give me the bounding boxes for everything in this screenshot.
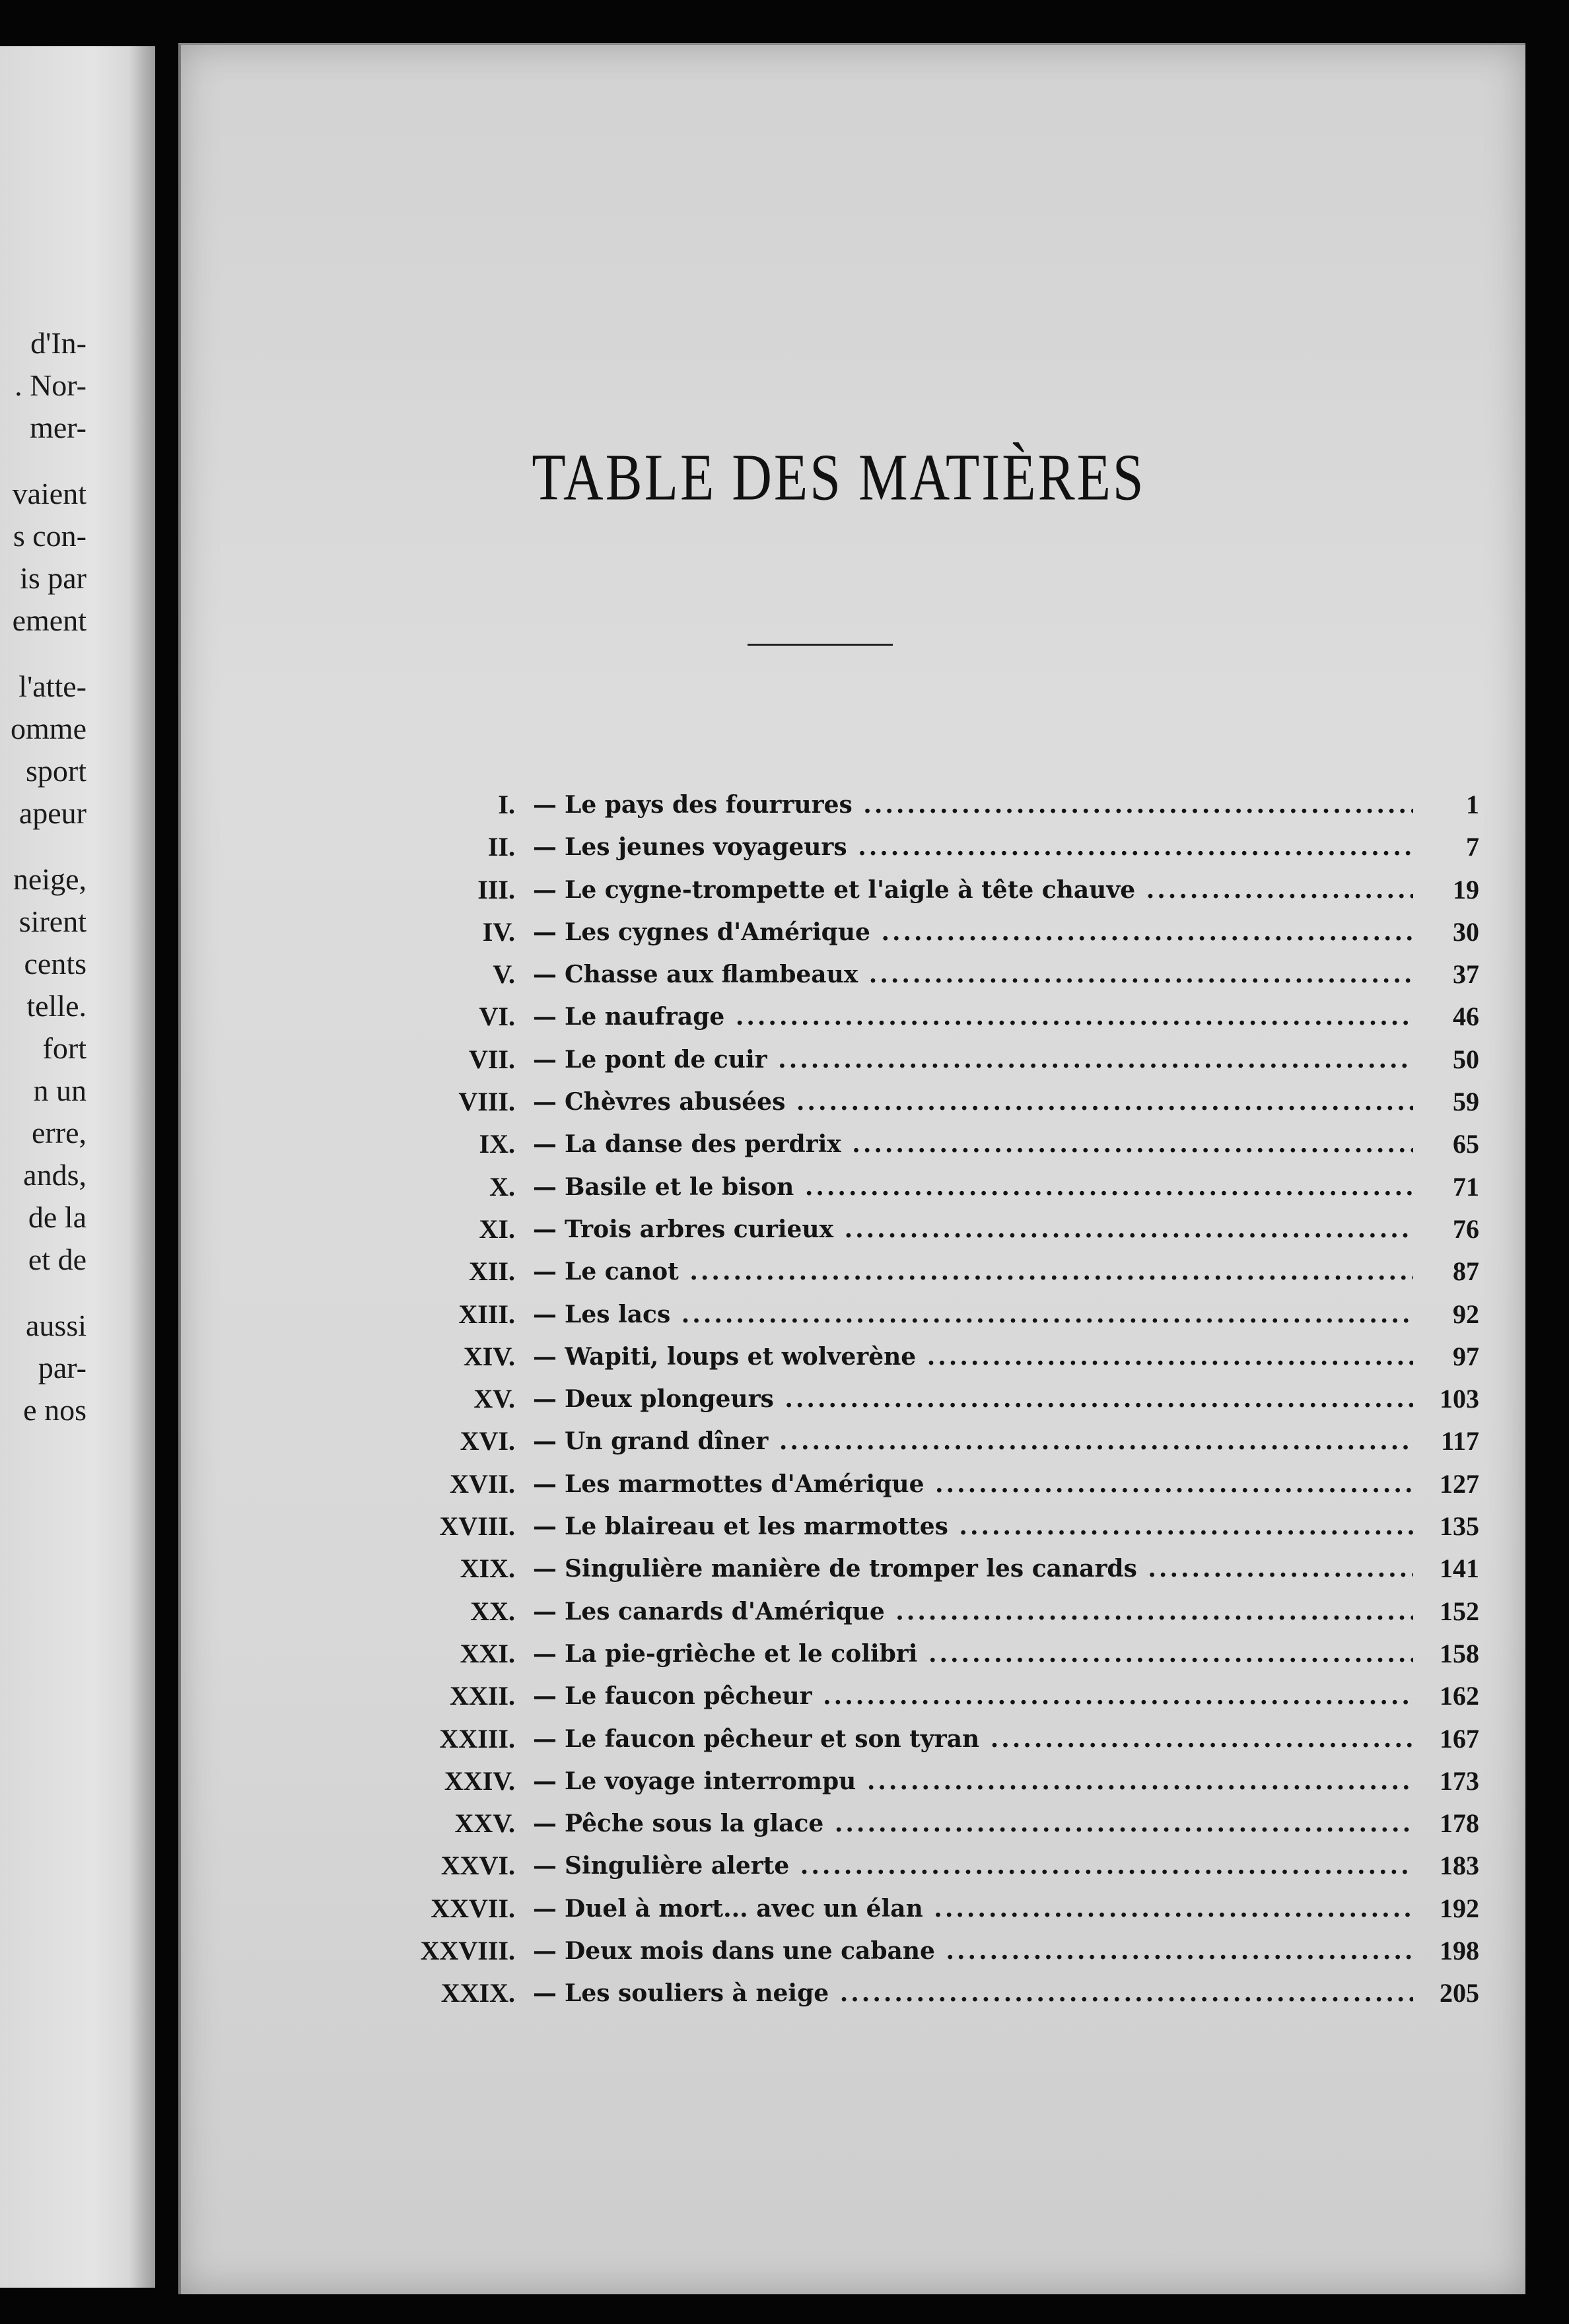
toc-entry	[297, 1039, 1506, 1081]
previous-page-line: cents	[24, 947, 87, 980]
chapter-title: Singulière alerte .....	[565, 1845, 1413, 1887]
page-number: 1	[1466, 790, 1479, 819]
dash-separator: —	[533, 1639, 557, 1668]
page-number: 183	[1440, 1851, 1479, 1881]
toc-entry	[297, 1463, 1506, 1505]
table-of-contents-page	[178, 43, 1525, 2294]
previous-page-line: e nos	[23, 1393, 87, 1427]
dash-separator: —	[533, 791, 557, 819]
toc-entry	[297, 869, 1506, 911]
toc-entry	[297, 1718, 1506, 1760]
dash-separator: —	[533, 1937, 557, 1965]
chapter-number: XIII.	[458, 1299, 515, 1329]
dash-separator: —	[533, 1682, 557, 1711]
chapter-number: XXVII.	[431, 1893, 515, 1923]
toc-entry	[297, 1845, 1506, 1887]
chapter-number: XVI.	[460, 1426, 515, 1456]
previous-page-line: sport	[26, 754, 87, 788]
toc-entry	[297, 1675, 1506, 1717]
chapter-title: Chasse aux flambeaux .....	[565, 953, 1413, 996]
chapter-number: XX.	[470, 1596, 515, 1626]
toc-entry	[297, 1378, 1506, 1420]
page-number: 50	[1453, 1044, 1479, 1074]
chapter-number: XXVI.	[440, 1851, 515, 1881]
toc-list	[297, 784, 1506, 2015]
chapter-number: VI.	[479, 1002, 515, 1032]
previous-page-line: fort	[42, 1031, 87, 1065]
page-number: 158	[1440, 1638, 1479, 1668]
previous-page-line: vaient	[12, 477, 87, 510]
dash-separator: —	[533, 1810, 557, 1838]
previous-page-line: aussi	[26, 1309, 87, 1342]
chapter-title: La pie-grièche et le colibri .....	[565, 1633, 1413, 1675]
page-number: 30	[1453, 916, 1479, 947]
chapter-number: XXIII.	[439, 1723, 515, 1754]
chapter-number: VII.	[468, 1044, 515, 1074]
chapter-number: IX.	[479, 1129, 515, 1159]
previous-page-line: sirent	[18, 905, 87, 938]
toc-entry	[297, 1420, 1506, 1462]
chapter-title: Deux mois dans une cabane .....	[565, 1930, 1413, 1972]
dash-separator: —	[533, 1003, 557, 1031]
dash-separator: —	[533, 1555, 557, 1583]
chapter-title: Deux plongeurs .....	[565, 1378, 1413, 1420]
toc-entry	[297, 1208, 1506, 1250]
toc-entry	[297, 911, 1506, 953]
dash-separator: —	[533, 1342, 557, 1371]
dash-separator: —	[533, 1597, 557, 1625]
dash-separator: —	[533, 1088, 557, 1116]
page-number: 167	[1440, 1723, 1479, 1754]
chapter-number: XXVIII.	[420, 1936, 515, 1966]
toc-entry	[297, 1633, 1506, 1675]
chapter-title: Les jeunes voyageurs .....	[565, 826, 1413, 868]
previous-page-line: n un	[33, 1074, 87, 1107]
chapter-number: XV.	[473, 1384, 515, 1414]
chapter-number: I.	[498, 790, 515, 819]
page-number: 205	[1440, 1978, 1479, 2008]
page-number: 97	[1453, 1341, 1479, 1371]
toc-entry	[297, 784, 1506, 826]
chapter-title: Les souliers à neige .....	[565, 1972, 1413, 2014]
page-number: 103	[1440, 1384, 1479, 1414]
page-number: 117	[1441, 1426, 1479, 1456]
dash-separator: —	[533, 1215, 557, 1243]
page-number: 92	[1453, 1299, 1479, 1329]
chapter-title: Pêche sous la glace .....	[565, 1802, 1413, 1845]
chapter-title: Les canards d'Amérique .....	[565, 1590, 1413, 1633]
dash-separator: —	[533, 1470, 557, 1498]
page-edge-shadow	[129, 46, 155, 2288]
previous-page-line: d'In-	[30, 326, 87, 360]
dash-separator: —	[533, 961, 557, 989]
chapter-number: XVII.	[450, 1468, 515, 1499]
dash-separator: —	[533, 1513, 557, 1541]
chapter-number: XXIX.	[440, 1978, 515, 2008]
dash-separator: —	[533, 1300, 557, 1328]
toc-entry	[297, 1590, 1506, 1633]
dash-separator: —	[533, 1130, 557, 1159]
toc-entry	[297, 1123, 1506, 1165]
page-number: 152	[1440, 1596, 1479, 1626]
toc-entry	[297, 1972, 1506, 2014]
chapter-title: Duel à mort... avec un élan .....	[565, 1888, 1413, 1930]
dash-separator: —	[533, 1979, 557, 2008]
chapter-title: Le blaireau et les marmottes .....	[565, 1505, 1413, 1548]
dash-separator: —	[533, 1385, 557, 1414]
chapter-title: Chèvres abusées .....	[565, 1081, 1413, 1123]
chapter-title: Le voyage interrompu .....	[565, 1760, 1413, 1802]
chapter-number: V.	[493, 959, 515, 990]
chapter-number: XXIV.	[444, 1765, 515, 1796]
chapter-title: Le naufrage .....	[565, 996, 1413, 1038]
chapter-number: VIII.	[458, 1087, 515, 1117]
page-number: 192	[1440, 1893, 1479, 1923]
dash-separator: —	[533, 1045, 557, 1074]
page-number: 127	[1440, 1468, 1479, 1499]
previous-page-line: s con-	[13, 519, 87, 553]
chapter-number: XXV.	[454, 1808, 515, 1839]
page-number: 65	[1453, 1129, 1479, 1159]
dash-separator: —	[533, 1852, 557, 1880]
page-number: 87	[1453, 1256, 1479, 1287]
previous-page-text	[11, 322, 87, 1431]
dash-separator: —	[533, 833, 557, 862]
toc-entry	[297, 1548, 1506, 1590]
dash-separator: —	[533, 918, 557, 946]
previous-page-line: erre,	[32, 1116, 87, 1149]
previous-page-line: . Nor-	[15, 368, 87, 402]
previous-page-line: ement	[12, 603, 87, 637]
chapter-number: XXII.	[450, 1681, 515, 1711]
chapter-title: Singulière manière de tromper les canards .....	[565, 1548, 1413, 1590]
toc-entry	[297, 1336, 1506, 1378]
page-title: TABLE DES MATIÈRES	[532, 440, 1146, 515]
book-gutter	[155, 40, 175, 2298]
chapter-title: Les cygnes d'Amérique .....	[565, 911, 1413, 953]
previous-page-line: ands,	[23, 1158, 87, 1192]
chapter-title: Un grand dîner .....	[565, 1420, 1413, 1462]
toc-entry	[297, 1081, 1506, 1123]
page-number: 178	[1440, 1808, 1479, 1839]
previous-page-line: neige,	[13, 862, 87, 896]
page-number: 162	[1440, 1681, 1479, 1711]
chapter-number: II.	[487, 832, 515, 862]
chapter-number: XXI.	[460, 1638, 515, 1668]
toc-entry	[297, 1930, 1506, 1972]
page-number: 37	[1453, 959, 1479, 990]
page-number: 141	[1440, 1554, 1479, 1584]
previous-page-edge	[0, 46, 155, 2288]
toc-entry	[297, 826, 1506, 868]
page-number: 135	[1440, 1511, 1479, 1542]
chapter-title: Le faucon pêcheur .....	[565, 1675, 1413, 1717]
page-number: 71	[1453, 1171, 1479, 1202]
previous-page-line: is par	[20, 561, 87, 595]
toc-entry	[297, 996, 1506, 1038]
dash-separator: —	[533, 1258, 557, 1286]
page-number: 46	[1453, 1002, 1479, 1032]
toc-entry	[297, 1760, 1506, 1802]
previous-page-line: l'atte-	[18, 669, 87, 703]
toc-entry	[297, 1802, 1506, 1845]
chapter-title: Le canot .....	[565, 1250, 1413, 1293]
chapter-title: Le cygne-trompette et l'aigle à tête chauve .....	[565, 869, 1413, 911]
chapter-title: Trois arbres curieux .....	[565, 1208, 1413, 1250]
chapter-title: Le pont de cuir .....	[565, 1039, 1413, 1081]
toc-entry	[297, 953, 1506, 996]
toc-entry	[297, 1166, 1506, 1208]
chapter-title: Wapiti, loups et wolverène .....	[565, 1336, 1413, 1378]
dash-separator: —	[533, 1427, 557, 1456]
dash-separator: —	[533, 1725, 557, 1753]
chapter-title: Le pays des fourrures .....	[565, 784, 1413, 826]
page-number: 19	[1453, 874, 1479, 905]
previous-page-line: telle.	[26, 989, 87, 1023]
chapter-title: La danse des perdrix .....	[565, 1123, 1413, 1165]
chapter-number: XIV.	[463, 1341, 515, 1371]
previous-page-line: apeur	[18, 796, 87, 830]
dash-separator: —	[533, 1173, 557, 1201]
chapter-number: IV.	[482, 916, 515, 947]
dash-separator: —	[533, 875, 557, 904]
page-number: 173	[1440, 1765, 1479, 1796]
page-number: 198	[1440, 1936, 1479, 1966]
dash-separator: —	[533, 1767, 557, 1795]
chapter-title: Le faucon pêcheur et son tyran .....	[565, 1718, 1413, 1760]
title-rule	[748, 644, 893, 646]
previous-page-line: par-	[38, 1351, 87, 1384]
page-number: 76	[1453, 1213, 1479, 1244]
page-number: 7	[1466, 832, 1479, 862]
chapter-title: Basile et le bison .....	[565, 1166, 1413, 1208]
toc-entry	[297, 1250, 1506, 1293]
chapter-title: Les marmottes d'Amérique .....	[565, 1463, 1413, 1505]
chapter-number: XIX.	[460, 1554, 515, 1584]
toc-entry	[297, 1888, 1506, 1930]
previous-page-line: de la	[28, 1200, 87, 1234]
dash-separator: —	[533, 1894, 557, 1923]
toc-entry	[297, 1505, 1506, 1548]
previous-page-line: omme	[11, 712, 87, 745]
previous-page-line: mer-	[30, 411, 87, 444]
page-number: 59	[1453, 1087, 1479, 1117]
toc-entry	[297, 1293, 1506, 1336]
chapter-number: XVIII.	[439, 1511, 515, 1542]
previous-page-line: et de	[28, 1243, 87, 1276]
chapter-number: III.	[477, 874, 515, 905]
chapter-number: XII.	[468, 1256, 515, 1287]
chapter-title: Les lacs .....	[565, 1293, 1413, 1336]
chapter-number: XI.	[479, 1213, 515, 1244]
chapter-number: X.	[489, 1171, 515, 1202]
